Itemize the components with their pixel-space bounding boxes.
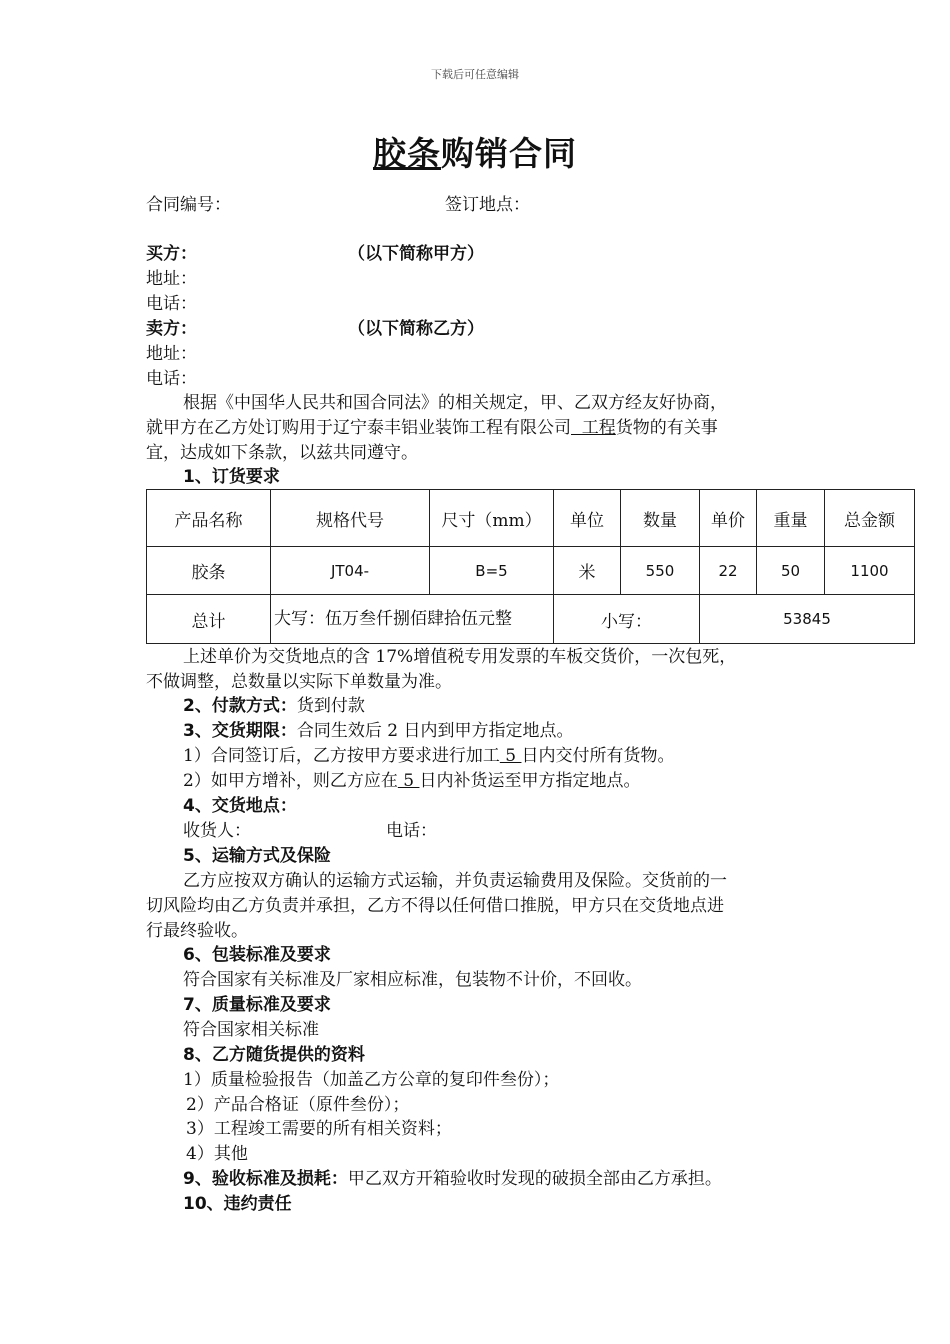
section-6-text: 符合国家有关标准及厂家相应标准，包装物不计价，不回收。 xyxy=(183,970,642,990)
buyer-address: 地址： xyxy=(146,269,197,289)
spec-code-cell: JT04- xyxy=(271,547,430,595)
section-1-heading: 1、订货要求 xyxy=(183,467,280,487)
intro-line-3: 宜，达成如下条款，以兹共同遵守。 xyxy=(146,443,418,463)
table-total-row xyxy=(147,595,915,644)
section-5-line-1: 乙方应按双方确认的运输方式运输，并负责运输费用及保险。交货前的一 xyxy=(183,871,727,891)
section-3: 3、交货期限：合同生效后 2 日内到甲方指定地点。 xyxy=(183,721,574,741)
title-product: 胶条 xyxy=(373,134,441,173)
section-2: 2、付款方式：货到付款 xyxy=(183,696,365,716)
section-6-heading: 6、包装标准及要求 xyxy=(183,945,331,965)
header-cell: 单位 xyxy=(554,490,621,547)
table-header-row xyxy=(147,490,915,547)
buyer-phone: 电话： xyxy=(146,294,197,314)
header-cell: 单价 xyxy=(700,490,757,547)
quantity-cell: 550 xyxy=(621,547,700,595)
header-cell: 数量 xyxy=(621,490,700,547)
table-row xyxy=(147,547,915,595)
header-cell: 总金额 xyxy=(825,490,915,547)
header-cell: 规格代号 xyxy=(271,490,430,547)
buyer-alias: （以下简称甲方） xyxy=(348,244,484,264)
section-3-item-2: 2）如甲方增补，则乙方应在 5 日内补货运至甲方指定地点。 xyxy=(183,771,641,791)
section-8-item: 1）质量检验报告（加盖乙方公章的复印件叁份）； xyxy=(183,1070,560,1090)
section-7-heading: 7、质量标准及要求 xyxy=(183,995,331,1015)
seller-address: 地址： xyxy=(146,344,197,364)
section-4-heading: 4、交货地点： xyxy=(183,796,297,816)
section-9: 9、验收标准及损耗：甲乙双方开箱验收时发现的破损全部由乙方承担。 xyxy=(183,1169,722,1189)
contract-number-label: 合同编号： xyxy=(146,195,231,215)
total-amount-cell: 1100 xyxy=(825,547,915,595)
header-cell: 重量 xyxy=(757,490,825,547)
section-7-text: 符合国家相关标准 xyxy=(183,1020,319,1040)
total-label-cell: 总计 xyxy=(147,595,271,644)
order-table xyxy=(146,489,915,644)
weight-cell: 50 xyxy=(757,547,825,595)
section-5-line-3: 行最终验收。 xyxy=(146,921,248,941)
amount-in-words-cell: 大写：伍万叁仟捌佰肆拾伍元整 xyxy=(271,595,554,644)
size-cell: B=5 xyxy=(430,547,554,595)
receiver-phone-label: 电话： xyxy=(386,821,437,841)
price-note-line-2: 不做调整，总数量以实际下单数量为准。 xyxy=(146,672,452,692)
intro-line-2: 就甲方在乙方处订购用于辽宁泰丰铝业装饰工程有限公司 工程货物的有关事 xyxy=(146,418,718,438)
intro-line-1: 根据《中国华人民共和国合同法》的相关规定，甲、乙双方经友好协商， xyxy=(183,393,727,413)
section-8-heading: 8、乙方随货提供的资料 xyxy=(183,1045,365,1065)
seller-phone: 电话： xyxy=(146,369,197,389)
header-cell: 产品名称 xyxy=(147,490,271,547)
section-8-item: 2）产品合格证（原件叁份）； xyxy=(186,1095,410,1115)
title-rest: 购销合同 xyxy=(441,134,577,173)
price-note-line-1: 上述单价为交货地点的含 17%增值税专用发票的车板交货价，一次包死， xyxy=(183,647,737,667)
receiver-label: 收货人： xyxy=(183,821,251,841)
header-note: 下载后可任意编辑 xyxy=(431,68,519,81)
section-5-line-2: 切风险均由乙方负责并承担，乙方不得以任何借口推脱，甲方只在交货地点进 xyxy=(146,896,724,916)
seller-alias: （以下简称乙方） xyxy=(348,319,484,339)
section-10-heading: 10、违约责任 xyxy=(183,1194,292,1214)
unit-cell: 米 xyxy=(554,547,621,595)
header-cell: 尺寸（mm） xyxy=(430,490,554,547)
buyer-label: 买方： xyxy=(146,244,197,264)
document-title xyxy=(0,128,950,175)
amount-in-figures-label: 小写： xyxy=(554,595,700,644)
section-3-item-1: 1）合同签订后，乙方按甲方要求进行加工 5 日内交付所有货物。 xyxy=(183,746,675,766)
section-5-heading: 5、运输方式及保险 xyxy=(183,846,331,866)
unit-price-cell: 22 xyxy=(700,547,757,595)
section-8-item: 4）其他 xyxy=(186,1144,248,1164)
section-8-item: 3）工程竣工需要的所有相关资料； xyxy=(186,1119,452,1139)
amount-in-figures-value: 53845 xyxy=(700,595,915,644)
seller-label: 卖方： xyxy=(146,319,197,339)
product-name-cell: 胶条 xyxy=(147,547,271,595)
sign-place-label: 签订地点： xyxy=(445,195,530,215)
